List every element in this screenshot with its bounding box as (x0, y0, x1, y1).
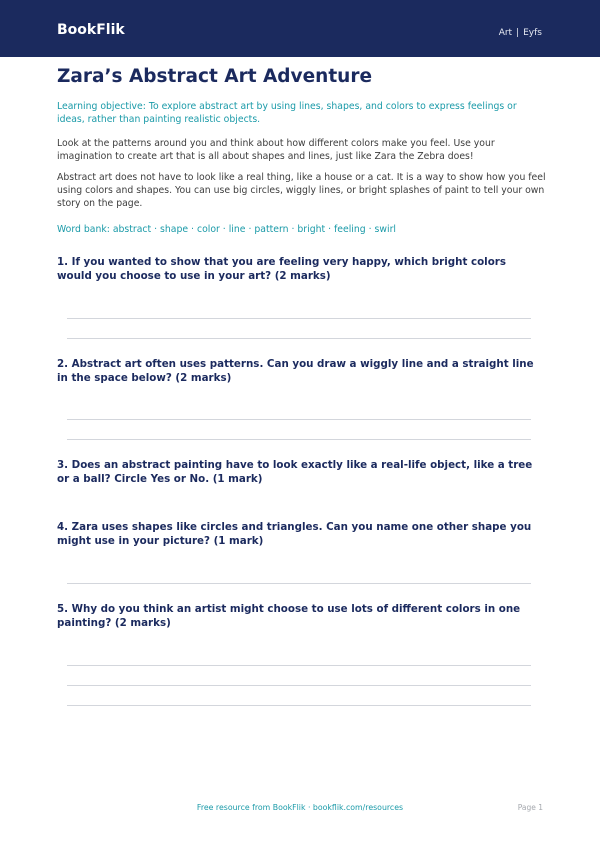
answer-line[interactable] (67, 685, 531, 686)
answer-line[interactable] (67, 419, 531, 420)
breadcrumb-separator: | (516, 28, 520, 38)
subject-breadcrumb (499, 27, 542, 39)
question-3: 3. Does an abstract painting have to look exactly like a real-life object, like a tree or a ball? Circle Yes or No. (1 mark) (57, 459, 533, 485)
subject-label: Art (498, 28, 513, 38)
learning-objective: Learning objective: To explore abstract art by using lines, shapes, and colors to express feelings or ideas, rather than painting realistic objects. (57, 101, 517, 125)
answer-line[interactable] (67, 318, 531, 319)
answer-line[interactable] (67, 338, 531, 339)
answer-line[interactable] (67, 439, 531, 440)
word-bank: Word bank: abstract · shape · color · line · pattern · bright · feeling · swirl (57, 224, 396, 235)
intro-paragraph: Look at the patterns around you and think about how different colors make you feel. Use your imagination to create art that is all about shapes and lines, just like Zara the Zebra does! (57, 138, 495, 162)
body-paragraph: Abstract art does not have to look like a real thing, like a house or a cat. It is a way to show how you feel using colors and shapes. You can use big circles, wiggly lines, or bright splashes of paint to tell your own story on the page. (57, 172, 546, 209)
question-2: 2. Abstract art often uses patterns. Can you draw a wiggly line and a straight line in the space below? (2 marks) (57, 358, 534, 384)
page-header (0, 0, 600, 57)
question-4: 4. Zara uses shapes like circles and triangles. Can you name one other shape you might use in your picture? (1 mark) (57, 521, 532, 547)
answer-line[interactable] (67, 583, 531, 584)
answer-line[interactable] (67, 705, 531, 706)
brand-logo-text[interactable]: BookFlik (57, 22, 125, 38)
page-number: Page 1 (517, 803, 543, 812)
question-1: 1. If you wanted to show that you are feeling very happy, which bright colors would you choose to use in your art? (2 marks) (57, 256, 506, 282)
answer-line[interactable] (67, 665, 531, 666)
level-label: Eyfs (523, 28, 542, 38)
footer-credit[interactable]: Free resource from BookFlik · bookflik.com/resources (196, 803, 404, 812)
worksheet-title: Zara’s Abstract Art Adventure (57, 66, 373, 87)
question-5: 5. Why do you think an artist might choose to use lots of different colors in one painting? (2 marks) (57, 603, 521, 629)
